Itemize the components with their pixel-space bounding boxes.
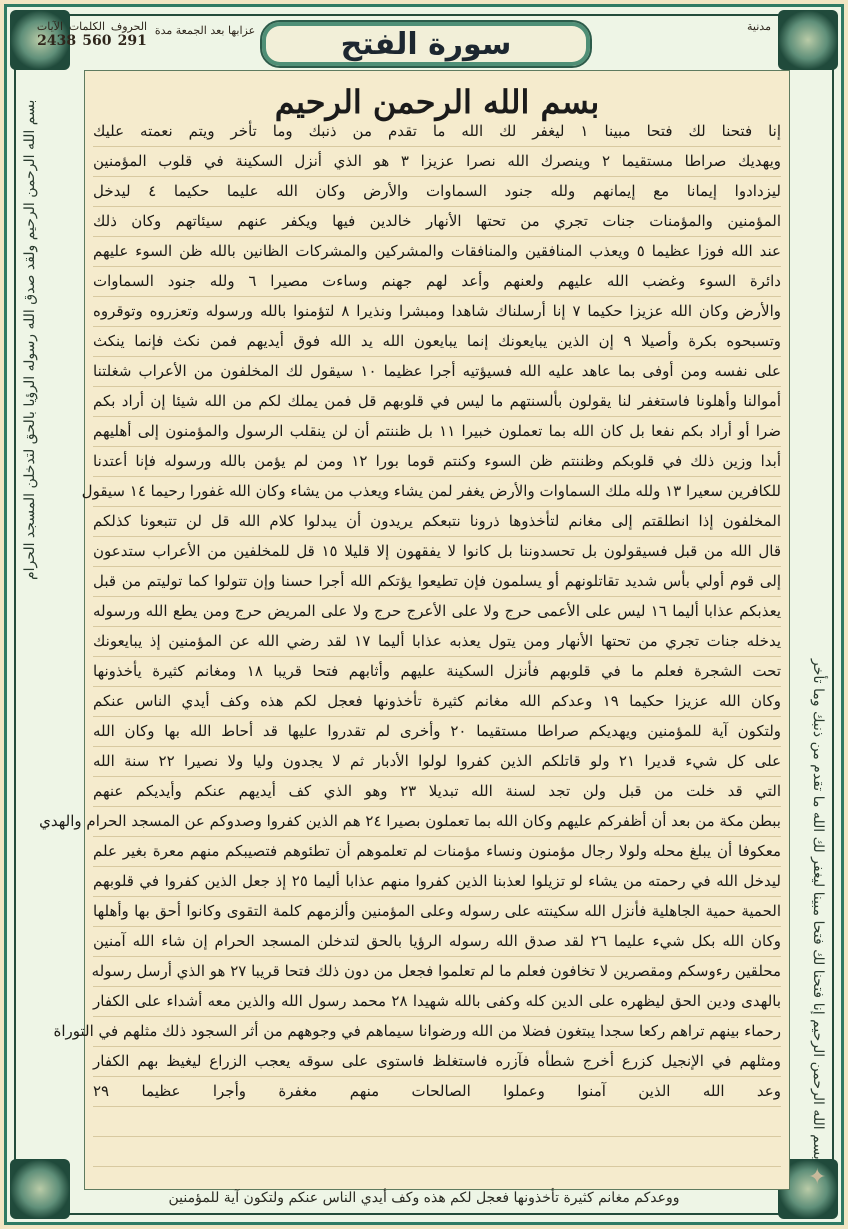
verse-line: معكوفا أن يبلغ محله ولولا رجال مؤمنون ونساء مؤمنات لم تعلموهم أن تطئوهم فتصيبكم منهم معرة بغير علم [93,837,781,867]
verse-line: الحمية حمية الجاهلية فأنزل الله سكينته على رسوله وعلى المؤمنين وألزمهم كلمة التقوى وكانوا أحق بها وأهلها [93,897,781,927]
verse-line: إلى قوم أولي بأس شديد تقاتلونهم أو يسلمون فإن تطيعوا يؤتكم الله أجرا حسنا وإن تتولوا كما توليتم من قبل [93,567,781,597]
verse-line: على كل شيء قديرا ٢١ ولو قاتلكم الذين كفروا لولوا الأدبار ثم لا يجدون وليا ولا نصيرا ٢٢ سنة الله [93,747,781,777]
verse-line: ولتكون آية للمؤمنين ويهديكم صراطا مستقيما ٢٠ وأخرى لم تقدروا عليها قد أحاط الله بها وكان الله [93,717,781,747]
stat-label: الحروف [110,20,148,33]
verse-line: وكان الله عزيزا حكيما ١٩ وعدكم الله مغانم كثيرة تأخذونها فعجل لكم هذه وكف أيدي الناس عنكم [93,687,781,717]
verse-line: أبدا وزين ذلك في قلوبكم وظننتم ظن السوء وكنتم قوما بورا ١٢ ومن لم يؤمن بالله ورسوله فإنا أعتدنا [93,447,781,477]
verse-line: المخلفون إذا انطلقتم إلى مغانم لتأخذوها ذرونا نتبعكم يريدون أن يبدلوا كلام الله قل لن تتبعونا كذلكم [93,507,781,537]
verse-line: وكان الله بكل شيء عليما ٢٦ لقد صدق الله رسوله الرؤيا بالحق لتدخلن المسجد الحرام إن شاء الله آمنين [93,927,781,957]
page-header [0,0,848,80]
verse-line: ومثلهم في الإنجيل كزرع أخرج شطأه فآزره فاستغلظ فاستوى على سوقه يعجب الزراع ليغيظ بهم الكفار [93,1047,781,1077]
verse-line: ويهديك صراطا مستقيما ٢ وينصرك الله نصرا عزيزا ٣ هو الذي أنزل السكينة في قلوب المؤمنين [93,147,781,177]
verse-line: المؤمنين والمؤمنات جنات تجري من تحتها الأنهار خالدين فيها ويكفر عنهم سيئاتهم وكان ذلك [93,207,781,237]
verse-line: على نفسه ومن أوفى بما عاهد عليه الله فسيؤتيه أجرا عظيما ١٠ سيقول لك المخلفون من الأعراب شغلتنا [93,357,781,387]
verse-text-area [39,70,790,1190]
verse-line: وتسبحوه بكرة وأصيلا ٩ إن الذين يبايعونك إنما يبايعون الله يد الله فوق أيديهم فمن نكث فإنما ينكث [93,327,781,357]
left-margin-text: بسم الله الرحمن الرحيم ولقد صدق الله رسوله الرؤيا بالحق لتدخلن المسجد الحرام [22,100,38,581]
verse-line: بالهدى ودين الحق ليظهره على الدين كله وكفى بالله شهيدا ٢٨ محمد رسول الله والذين معه أشداء على الكفار [93,987,781,1017]
right-margin-text: بسم الله الرحمن الرحيم إنا فتحنا لك فتحا مبينا ليغفر لك الله ما تقدم من ذنبك وما تأخر [810,659,826,1160]
verse-line: أموالنا وأهلونا فاستغفر لنا يقولون بألسنتهم ما ليس في قلوبهم قل فمن يملك لكم من الله شيئا إن أراد بكم [93,387,781,417]
verse-line [93,1137,781,1167]
stat-value: 2438 [37,33,77,49]
surah-stats [34,20,150,48]
verse-line: للكافرين سعيرا ١٣ ولله ملك السماوات والأرض يغفر لمن يشاء ويعذب من يشاء وكان الله غفورا رحيما ١٤ سيقول [93,477,781,507]
verse-line: دائرة السوء وغضب الله عليهم ولعنهم وأعد لهم جهنم وساءت مصيرا ٦ ولله جنود السماوات [93,267,781,297]
verse-line: ليدخل الله في رحمته من يشاء لو تزيلوا لعذبنا الذين كفروا منهم عذابا أليما ٢٥ إذ جعل الذين كفروا في قلوبهم [93,867,781,897]
verse-line: محلقين رءوسكم ومقصرين لا تخافون فعلم ما لم تعلموا فجعل من دون ذلك فتحا قريبا ٢٧ هو الذي أرسل رسوله [93,957,781,987]
verse-line: والأرض وكان الله عزيزا حكيما ٧ إنا أرسلناك شاهدا ومبشرا ونذيرا ٨ لتؤمنوا بالله ورسوله وتعزروه وتوقروه [93,297,781,327]
page-footer: ووعدكم مغانم كثيرة تأخذونها فعجل لكم هذه وكف أيدي الناس عنكم ولتكون آية للمؤمنين [168,1190,680,1206]
verse-line: ضرا أو أراد بكم نفعا بل كان الله بما تعملون خبيرا ١١ بل ظننتم أن لن ينقلب الرسول والمؤمنون إلى أهليهم [93,417,781,447]
verse-lines [39,117,782,1167]
verse-line: تحت الشجرة فعلم ما في قلوبهم فأنزل السكينة عليهم وأثابهم فتحا قريبا ١٨ ومغانم كثيرة يأخذونها [93,657,781,687]
verse-line: قال الله من قبل فسيقولون بل تحسدوننا بل كانوا لا يفقهون إلا قليلا ١٥ قل للمخلفين من الأعراب ستدعون [93,537,781,567]
revelation-type: مدنية [747,20,771,33]
verse-line: وعد الله الذين آمنوا وعملوا الصالحات منهم مغفرة وأجرا عظيما ٢٩ [93,1077,781,1107]
verse-line: رحماء بينهم تراهم ركعا سجدا يبتغون فضلا من الله ورضوانا سيماهم في وجوههم من أثر السجود ذلك مثلهم في التوراة [93,1017,781,1047]
verse-line: يعذبكم عذابا أليما ١٦ ليس على الأعمى حرج ولا على الأعرج حرج ولا على المريض حرج ومن يطع الله ورسوله [93,597,781,627]
stat-label: الكلمات [68,20,106,33]
basmala: بسم الله الرحمن الرحيم [274,83,600,121]
stat-value: 291 [117,33,147,49]
sparkle-icon: ✦ [808,1165,827,1190]
verse-line: عند الله فوزا عظيما ٥ ويعذب المنافقين والمنافقات والمشركين والمشركات الظانين بالله ظن السوء عليهم [93,237,781,267]
surah-title-cartouche [260,20,592,68]
corner-ornament-icon [10,1159,70,1219]
verse-line: التي قد خلت من قبل ولن تجد لسنة الله تبديلا ٢٣ وهو الذي كف أيديهم عنكم وأيديكم عنهم [93,777,781,807]
stat-label: الآيات [36,20,64,33]
verse-line: إنا فتحنا لك فتحا مبينا ١ ليغفر لك الله ما تقدم من ذنبك وما تأخر ويتم نعمته عليك [93,117,781,147]
header-note: عزابها بعد الجمعة مدة [154,24,256,37]
page-title: سورة الفتح [340,26,512,62]
stat-value: 560 [82,33,112,49]
verse-line: يدخله جنات تجري من تحتها الأنهار ومن يتول يعذبه عذابا أليما ١٧ لقد رضي الله عن المؤمنين إذ يبايعونك [93,627,781,657]
verse-line: ببطن مكة من بعد أن أظفركم عليهم وكان الله بما تعملون بصيرا ٢٤ هم الذين كفروا وصدوكم عن المسجد الحرام والهدي [93,807,781,837]
verse-line: ليزدادوا إيمانا مع إيمانهم ولله جنود السماوات والأرض وكان الله عليما حكيما ٤ ليدخل [93,177,781,207]
verse-line [93,1107,781,1137]
